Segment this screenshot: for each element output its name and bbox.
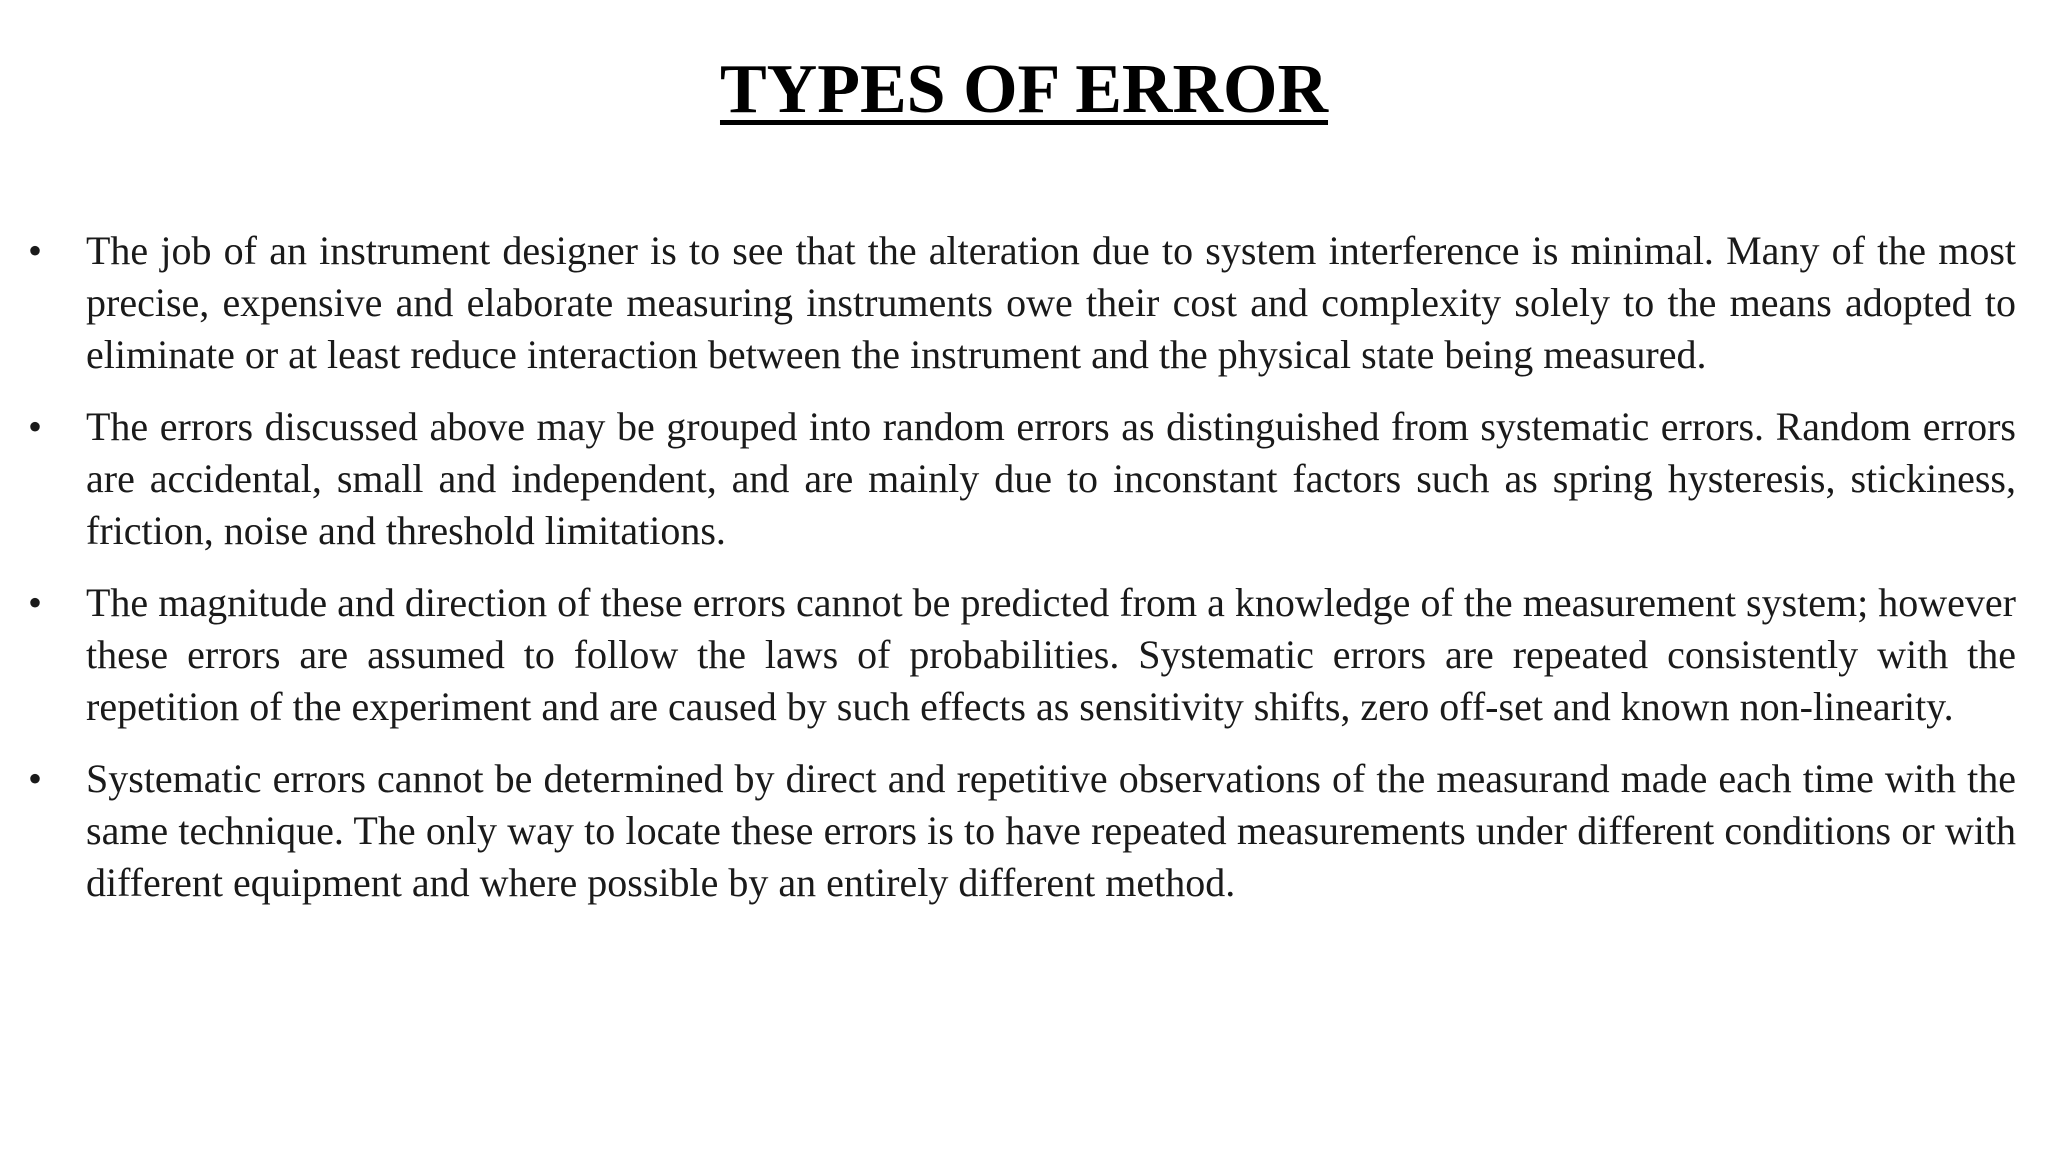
slide-title-text: TYPES OF ERROR — [719, 51, 1329, 128]
bullet-item-2 — [0, 401, 2048, 557]
bullet-text: The magnitude and direction of these errors cannot be predicted from a knowledge of the measurement system; however these errors are assumed to follow the laws of probabilities. Systematic errors are repeated consistently with the repetition of the experiment and are caused by such effects as sensitivity shifts, zero off-set and known non-linearity. — [86, 580, 2016, 729]
bullet-text: The job of an instrument designer is to see that the alteration due to system interference is minimal. Many of the most precise, expensive and elaborate measuring instruments owe their cost and complexity solely to the means adopted to eliminate or at least reduce interaction between the instrument and the physical state being measured. — [86, 228, 2016, 377]
bullet-text: Systematic errors cannot be determined by direct and repetitive observations of the measurand made each time with the same technique. The only way to locate these errors is to have repeated measurements under different conditions or with different equipment and where possible by an entirely different method. — [86, 756, 2016, 905]
bullet-dot-icon: • — [28, 756, 43, 801]
bullet-item-1 — [0, 225, 2048, 381]
slide-title — [0, 50, 2048, 130]
bullet-text: The errors discussed above may be grouped into random errors as distinguished from systematic errors. Random errors are accidental, small and independent, and are mainly due to inconstant factors such as spring hysteresis, stickiness, friction, noise and threshold limitations. — [86, 404, 2016, 553]
bullet-item-3 — [0, 577, 2048, 733]
bullet-dot-icon: • — [28, 228, 43, 273]
bullet-dot-icon: • — [28, 404, 43, 449]
bullet-item-4 — [0, 753, 2048, 909]
bullet-dot-icon: • — [28, 580, 43, 625]
bullet-list — [0, 225, 2048, 929]
